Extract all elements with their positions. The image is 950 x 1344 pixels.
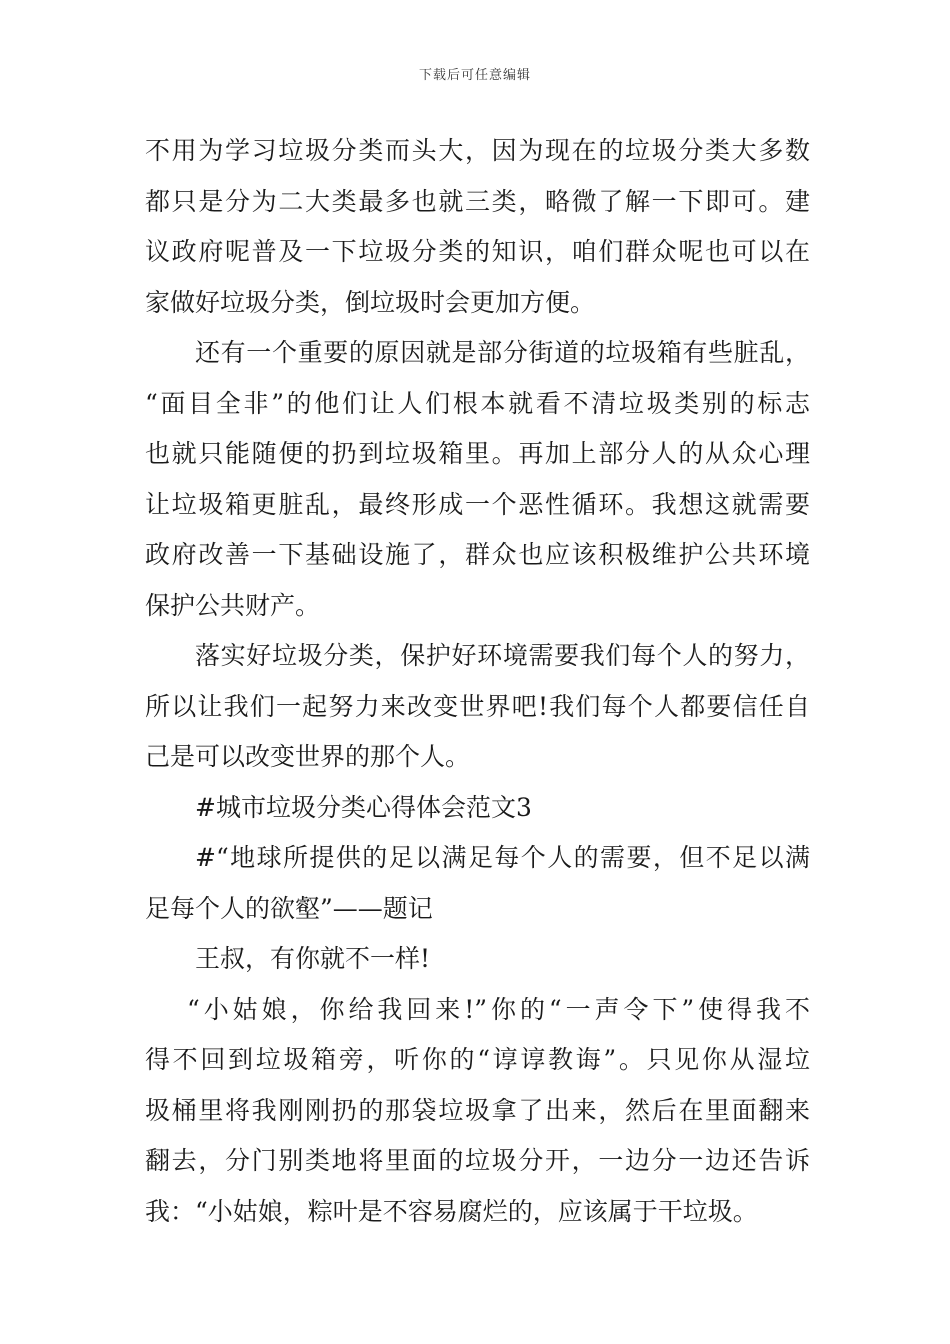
text-line: 所以让我们一起努力来改变世界吧!我们每个人都要信任自 — [145, 691, 810, 721]
text-line: 政府改善一下基础设施了，群众也应该积极维护公共环境 — [145, 540, 810, 569]
text-line: 不用为学习垃圾分类而头大，因为现在的垃圾分类大多数 — [145, 136, 810, 165]
text-line: 家做好垃圾分类，倒垃圾时会更加方便。 — [145, 287, 596, 317]
text-line: 都只是分为二大类最多也就三类，略微了解一下即可。建 — [145, 186, 810, 216]
document-body — [145, 126, 810, 1237]
section-heading: #城市垃圾分类心得体会范文3 — [195, 792, 532, 822]
text-line: 让垃圾箱更脏乱，最终形成一个恶性循环。我想这就需要 — [145, 489, 810, 519]
text-line: “面目全非”的他们让人们根本就看不清垃圾类别的标志 — [145, 388, 810, 418]
text-line: #“地球所提供的足以满足每个人的需要，但不足以满 — [195, 843, 810, 872]
text-line: 议政府呢普及一下垃圾分类的知识，咱们群众呢也可以在 — [145, 237, 810, 266]
text-line: 圾桶里将我刚刚扔的那袋垃圾拿了出来，然后在里面翻来 — [145, 1095, 810, 1125]
text-line: 翻去，分门别类地将里面的垃圾分开，一边分一边还告诉 — [145, 1146, 810, 1175]
text-line: 己是可以改变世界的那个人。 — [145, 742, 471, 771]
text-line: “小姑娘，你给我回来!”你的“一声令下”使得我不 — [187, 994, 810, 1024]
text-line: 得不回到垃圾箱旁，听你的“谆谆教诲”。只见你从湿垃 — [145, 1045, 810, 1074]
text-line: 落实好垃圾分类，保护好环境需要我们每个人的努力， — [195, 641, 810, 670]
page-header: 下载后可任意编辑 — [418, 68, 531, 83]
text-line: 还有一个重要的原因就是部分街道的垃圾箱有些脏乱， — [195, 338, 810, 367]
text-line: 王叔，有你就不一样! — [195, 944, 431, 973]
text-line: 我：“小姑娘，粽叶是不容易腐烂的，应该属于干垃圾。 — [145, 1196, 758, 1226]
text-line: 也就只能随便的扔到垃圾箱里。再加上部分人的从众心理 — [145, 439, 810, 468]
text-line: 足每个人的欲壑”——题记 — [145, 893, 433, 923]
text-line: 保护公共财产。 — [145, 590, 321, 620]
